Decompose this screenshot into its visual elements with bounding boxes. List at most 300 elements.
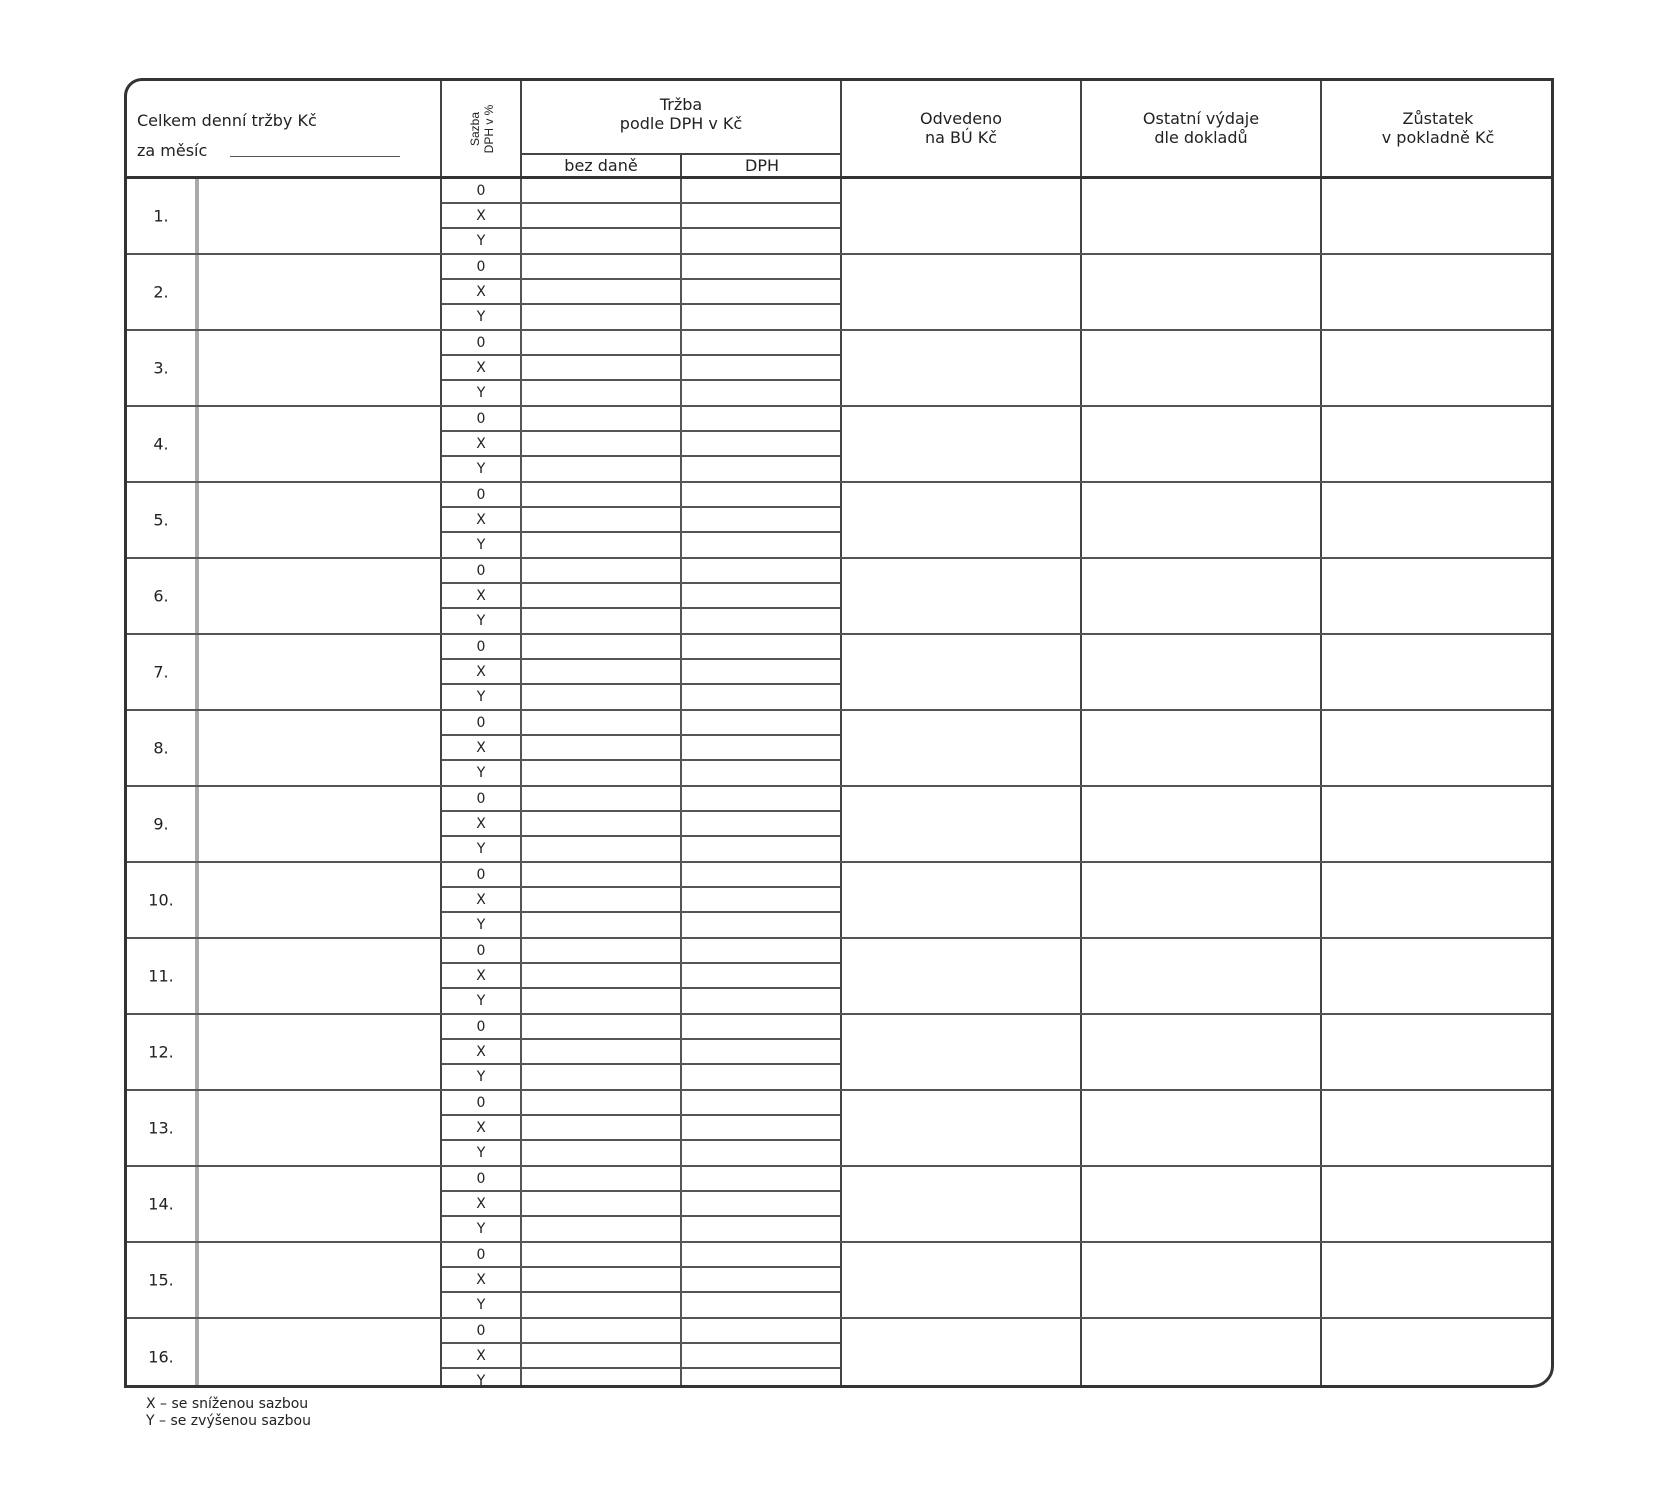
rate-subrow [442,888,840,913]
balance-cell[interactable] [1322,407,1554,481]
rate-group [442,1167,842,1241]
transferred-cell[interactable] [842,863,1082,937]
balance-cell[interactable] [1322,635,1554,709]
vat-amount-cell[interactable] [682,432,842,455]
day-number: 15. [148,1270,174,1290]
day-number-cell [127,483,199,557]
net-amount-cell[interactable] [522,381,682,405]
rate-subrow [442,635,840,660]
vat-amount-cell[interactable] [682,1243,842,1266]
net-amount-cell[interactable] [522,913,682,937]
day-number: 14. [148,1194,174,1214]
balance-cell[interactable] [1322,863,1554,937]
net-amount-cell[interactable] [522,280,682,303]
header-transferred-cell [842,81,1082,176]
vat-amount-cell[interactable] [682,1065,842,1089]
net-amount-cell[interactable] [522,1040,682,1063]
vat-amount-cell[interactable] [682,457,842,481]
rate-subrow [442,837,840,861]
rate-subrow [442,305,840,329]
balance-cell[interactable] [1322,787,1554,861]
transferred-cell[interactable] [842,1167,1082,1241]
daily-total-cell[interactable] [199,1167,442,1241]
daily-total-cell[interactable] [199,1091,442,1165]
vat-amount-cell[interactable] [682,711,842,734]
rate-subrow [442,939,840,964]
net-amount-cell[interactable] [522,736,682,759]
net-amount-cell[interactable] [522,483,682,506]
vat-amount-cell[interactable] [682,660,842,683]
net-amount-cell[interactable] [522,255,682,278]
day-number: 3. [153,358,169,378]
rate-code: X [442,1040,522,1063]
balance-cell[interactable] [1322,559,1554,633]
table-row [127,1015,1551,1091]
transferred-cell[interactable] [842,1243,1082,1317]
daily-total-cell[interactable] [199,939,442,1013]
expenses-cell[interactable] [1082,787,1322,861]
net-amount-cell[interactable] [522,229,682,253]
expenses-cell[interactable] [1082,483,1322,557]
vat-amount-cell[interactable] [682,1015,842,1038]
net-amount-cell[interactable] [522,356,682,379]
net-amount-cell[interactable] [522,1167,682,1190]
transferred-cell[interactable] [842,1015,1082,1089]
net-amount-cell[interactable] [522,711,682,734]
rate-code: 0 [442,1319,522,1342]
balance-cell[interactable] [1322,1167,1554,1241]
expenses-cell[interactable] [1082,1091,1322,1165]
rate-subrow [442,1192,840,1217]
rate-group [442,787,842,861]
day-number: 1. [153,206,169,226]
vat-amount-cell[interactable] [682,812,842,835]
rate-subrow [442,1015,840,1040]
rate-subrow [442,432,840,457]
header-balance-cell [1322,81,1554,176]
daily-total-cell[interactable] [199,635,442,709]
header-revenue-cell [522,81,842,176]
transferred-cell[interactable] [842,179,1082,253]
table-row [127,179,1551,255]
table-row [127,711,1551,787]
balance-cell[interactable] [1322,179,1554,253]
vat-amount-cell[interactable] [682,1192,842,1215]
rate-subrow [442,863,840,888]
rate-subrow [442,457,840,481]
rate-code: 0 [442,711,522,734]
rate-code: X [442,812,522,835]
rate-code: X [442,1268,522,1291]
vat-amount-cell[interactable] [682,1369,842,1388]
header-month-label: za měsíc [137,141,208,160]
transferred-cell[interactable] [842,711,1082,785]
vat-amount-cell[interactable] [682,1141,842,1165]
rate-group [442,1243,842,1317]
vat-amount-cell[interactable] [682,989,842,1013]
transferred-cell[interactable] [842,1319,1082,1388]
rate-code: X [442,964,522,987]
vat-amount-cell[interactable] [682,255,842,278]
rate-code: 0 [442,635,522,658]
rate-subrow [442,508,840,533]
legend-y: Y – se zvýšenou sazbou [146,1413,311,1429]
day-number-cell [127,331,199,405]
balance-cell[interactable] [1322,1243,1554,1317]
rate-subrow [442,812,840,837]
rate-code: X [442,508,522,531]
rate-code: X [442,736,522,759]
vat-amount-cell[interactable] [682,1040,842,1063]
net-amount-cell[interactable] [522,1015,682,1038]
vat-amount-cell[interactable] [682,609,842,633]
expenses-cell[interactable] [1082,711,1322,785]
vat-amount-cell[interactable] [682,964,842,987]
rate-group [442,1319,842,1388]
net-amount-cell[interactable] [522,508,682,531]
vat-amount-cell[interactable] [682,1217,842,1241]
expenses-cell[interactable] [1082,939,1322,1013]
net-amount-cell[interactable] [522,533,682,557]
rate-subrow [442,407,840,432]
rate-subrow [442,1065,840,1089]
net-amount-cell[interactable] [522,559,682,582]
vat-amount-cell[interactable] [682,888,842,911]
rate-subrow [442,711,840,736]
table-row [127,407,1551,483]
rate-code: X [442,280,522,303]
day-number-cell [127,1319,199,1388]
rate-code: X [442,432,522,455]
vat-amount-cell[interactable] [682,837,842,861]
rate-subrow [442,381,840,405]
net-amount-cell[interactable] [522,1319,682,1342]
daily-total-cell[interactable] [199,483,442,557]
day-number-cell [127,787,199,861]
vat-amount-cell[interactable] [682,204,842,227]
day-number-cell [127,635,199,709]
rate-code: 0 [442,179,522,202]
net-amount-cell[interactable] [522,989,682,1013]
vat-amount-cell[interactable] [682,1319,842,1342]
vat-amount-cell[interactable] [682,584,842,607]
rate-group [442,255,842,329]
net-amount-cell[interactable] [522,1243,682,1266]
day-number-cell [127,1091,199,1165]
net-amount-cell[interactable] [522,685,682,709]
rate-subrow [442,787,840,812]
net-amount-cell[interactable] [522,660,682,683]
balance-cell[interactable] [1322,1015,1554,1089]
vat-amount-cell[interactable] [682,1344,842,1367]
day-number: 2. [153,282,169,302]
expenses-cell[interactable] [1082,1167,1322,1241]
daily-total-cell[interactable] [199,711,442,785]
net-amount-cell[interactable] [522,204,682,227]
rate-code: 0 [442,559,522,582]
vat-amount-cell[interactable] [682,635,842,658]
daily-total-cell[interactable] [199,331,442,405]
rate-subrow [442,356,840,381]
net-amount-cell[interactable] [522,635,682,658]
net-amount-cell[interactable] [522,1091,682,1114]
rate-code: Y [442,837,522,861]
rate-group [442,559,842,633]
expenses-cell[interactable] [1082,255,1322,329]
vat-amount-cell[interactable] [682,280,842,303]
day-number-cell [127,559,199,633]
balance-cell[interactable] [1322,1319,1554,1388]
daily-total-cell[interactable] [199,1015,442,1089]
vat-amount-cell[interactable] [682,331,842,354]
net-amount-cell[interactable] [522,837,682,861]
day-number-cell [127,1243,199,1317]
rate-group [442,331,842,405]
vat-amount-cell[interactable] [682,913,842,937]
balance-cell[interactable] [1322,1091,1554,1165]
table-row [127,863,1551,939]
vat-amount-cell[interactable] [682,305,842,329]
rate-subrow [442,1369,840,1388]
rate-subrow [442,280,840,305]
transferred-cell[interactable] [842,939,1082,1013]
daily-total-cell[interactable] [199,1243,442,1317]
expenses-cell[interactable] [1082,559,1322,633]
rate-code: 0 [442,1015,522,1038]
vat-amount-cell[interactable] [682,179,842,202]
legend-x: X – se sníženou sazbou [146,1396,309,1412]
rate-code: 0 [442,407,522,430]
vat-amount-cell[interactable] [682,685,842,709]
rate-code: X [442,1192,522,1215]
daily-total-cell[interactable] [199,1319,442,1388]
rate-subrow [442,1217,840,1241]
vat-amount-cell[interactable] [682,381,842,405]
table-row [127,787,1551,863]
expenses-cell[interactable] [1082,331,1322,405]
daily-total-cell[interactable] [199,179,442,253]
rate-subrow [442,1116,840,1141]
rate-subrow [442,1268,840,1293]
expenses-cell[interactable] [1082,1015,1322,1089]
day-number: 10. [148,890,174,910]
rate-code: 0 [442,1091,522,1114]
rate-subrow [442,331,840,356]
rate-group [442,863,842,937]
daily-total-cell[interactable] [199,787,442,861]
balance-cell[interactable] [1322,255,1554,329]
day-number: 5. [153,510,169,530]
header-total-label: Celkem denní tržby Kč [137,111,317,130]
daily-total-cell[interactable] [199,863,442,937]
vat-amount-cell[interactable] [682,508,842,531]
vat-amount-cell[interactable] [682,407,842,430]
net-amount-cell[interactable] [522,432,682,455]
net-amount-cell[interactable] [522,584,682,607]
header-rate-label: Sazba DPH v % [468,104,496,154]
net-amount-cell[interactable] [522,1192,682,1215]
header-expenses-label: Ostatní výdaje dle dokladů [1142,109,1260,147]
rate-code: Y [442,229,522,253]
expenses-cell[interactable] [1082,1319,1322,1388]
table-row [127,483,1551,559]
rate-subrow [442,685,840,709]
day-number-cell [127,711,199,785]
net-amount-cell[interactable] [522,1344,682,1367]
net-amount-cell[interactable] [522,609,682,633]
net-amount-cell[interactable] [522,939,682,962]
balance-cell[interactable] [1322,331,1554,405]
header-vat-label: DPH [745,156,779,175]
rate-code: Y [442,609,522,633]
table-row [127,1243,1551,1319]
net-amount-cell[interactable] [522,1268,682,1291]
rate-group [442,939,842,1013]
legend [146,1396,311,1430]
daily-total-cell[interactable] [199,559,442,633]
vat-amount-cell[interactable] [682,736,842,759]
daily-total-cell[interactable] [199,255,442,329]
table-row [127,559,1551,635]
rate-code: X [442,1116,522,1139]
expenses-cell[interactable] [1082,179,1322,253]
header-balance-label: Zůstatek v pokladně Kč [1381,109,1495,147]
rate-code: Y [442,381,522,405]
rate-group [442,711,842,785]
header-transferred-label: Odvedeno na BÚ Kč [920,109,1002,147]
expenses-cell[interactable] [1082,863,1322,937]
day-number-cell [127,255,199,329]
net-amount-cell[interactable] [522,305,682,329]
vat-amount-cell[interactable] [682,1167,842,1190]
vat-amount-cell[interactable] [682,1116,842,1139]
net-amount-cell[interactable] [522,1369,682,1388]
day-number: 16. [148,1347,174,1367]
rate-code: 0 [442,863,522,886]
net-amount-cell[interactable] [522,1141,682,1165]
vat-amount-cell[interactable] [682,356,842,379]
rate-code: Y [442,1217,522,1241]
rate-code: X [442,356,522,379]
rate-code: Y [442,913,522,937]
transferred-cell[interactable] [842,483,1082,557]
transferred-cell[interactable] [842,331,1082,405]
header-revenue-subcolumns [522,153,840,176]
day-number-cell [127,1167,199,1241]
net-amount-cell[interactable] [522,1217,682,1241]
table-row [127,331,1551,407]
net-amount-cell[interactable] [522,888,682,911]
expenses-cell[interactable] [1082,1243,1322,1317]
transferred-cell[interactable] [842,407,1082,481]
net-amount-cell[interactable] [522,179,682,202]
day-number: 13. [148,1118,174,1138]
table-row [127,1091,1551,1167]
expenses-cell[interactable] [1082,407,1322,481]
day-number-cell [127,939,199,1013]
net-amount-cell[interactable] [522,964,682,987]
vat-amount-cell[interactable] [682,1091,842,1114]
header-expenses-cell [1082,81,1322,176]
rate-subrow [442,913,840,937]
net-amount-cell[interactable] [522,787,682,810]
header-total-cell [127,81,442,176]
day-number: 4. [153,434,169,454]
rate-subrow [442,1344,840,1369]
net-amount-cell[interactable] [522,812,682,835]
rate-code: 0 [442,331,522,354]
transferred-cell[interactable] [842,787,1082,861]
table-row [127,635,1551,711]
transferred-cell[interactable] [842,1091,1082,1165]
vat-amount-cell[interactable] [682,533,842,557]
table-row [127,939,1551,1015]
month-input-line[interactable] [230,156,400,157]
rate-code: Y [442,685,522,709]
vat-amount-cell[interactable] [682,1268,842,1291]
header-rate-cell [442,81,522,176]
net-amount-cell[interactable] [522,407,682,430]
rate-subrow [442,660,840,685]
vat-amount-cell[interactable] [682,559,842,582]
rate-subrow [442,533,840,557]
rate-code: Y [442,1065,522,1089]
transferred-cell[interactable] [842,255,1082,329]
rate-code: Y [442,533,522,557]
rate-subrow [442,559,840,584]
rate-subrow [442,989,840,1013]
vat-amount-cell[interactable] [682,761,842,785]
rate-subrow [442,204,840,229]
net-amount-cell[interactable] [522,1293,682,1317]
rate-group [442,179,842,253]
expenses-cell[interactable] [1082,635,1322,709]
rate-subrow [442,609,840,633]
rate-subrow [442,179,840,204]
rate-subrow [442,761,840,785]
vat-amount-cell[interactable] [682,863,842,886]
rate-code: Y [442,1369,522,1388]
rate-code: 0 [442,939,522,962]
vat-amount-cell[interactable] [682,939,842,962]
net-amount-cell[interactable] [522,331,682,354]
net-amount-cell[interactable] [522,863,682,886]
transferred-cell[interactable] [842,635,1082,709]
rate-code: 0 [442,483,522,506]
rate-code: Y [442,1141,522,1165]
balance-cell[interactable] [1322,711,1554,785]
transferred-cell[interactable] [842,559,1082,633]
daily-total-cell[interactable] [199,407,442,481]
net-amount-cell[interactable] [522,761,682,785]
rate-code: 0 [442,1243,522,1266]
vat-amount-cell[interactable] [682,1293,842,1317]
rate-subrow [442,1091,840,1116]
net-amount-cell[interactable] [522,1065,682,1089]
table-row [127,1319,1551,1388]
net-amount-cell[interactable] [522,1116,682,1139]
vat-amount-cell[interactable] [682,229,842,253]
vat-amount-cell[interactable] [682,787,842,810]
rate-subrow [442,1243,840,1268]
day-number: 12. [148,1042,174,1062]
day-number: 11. [148,966,174,986]
balance-cell[interactable] [1322,939,1554,1013]
net-amount-cell[interactable] [522,457,682,481]
rate-group [442,1091,842,1165]
vat-amount-cell[interactable] [682,483,842,506]
balance-cell[interactable] [1322,483,1554,557]
